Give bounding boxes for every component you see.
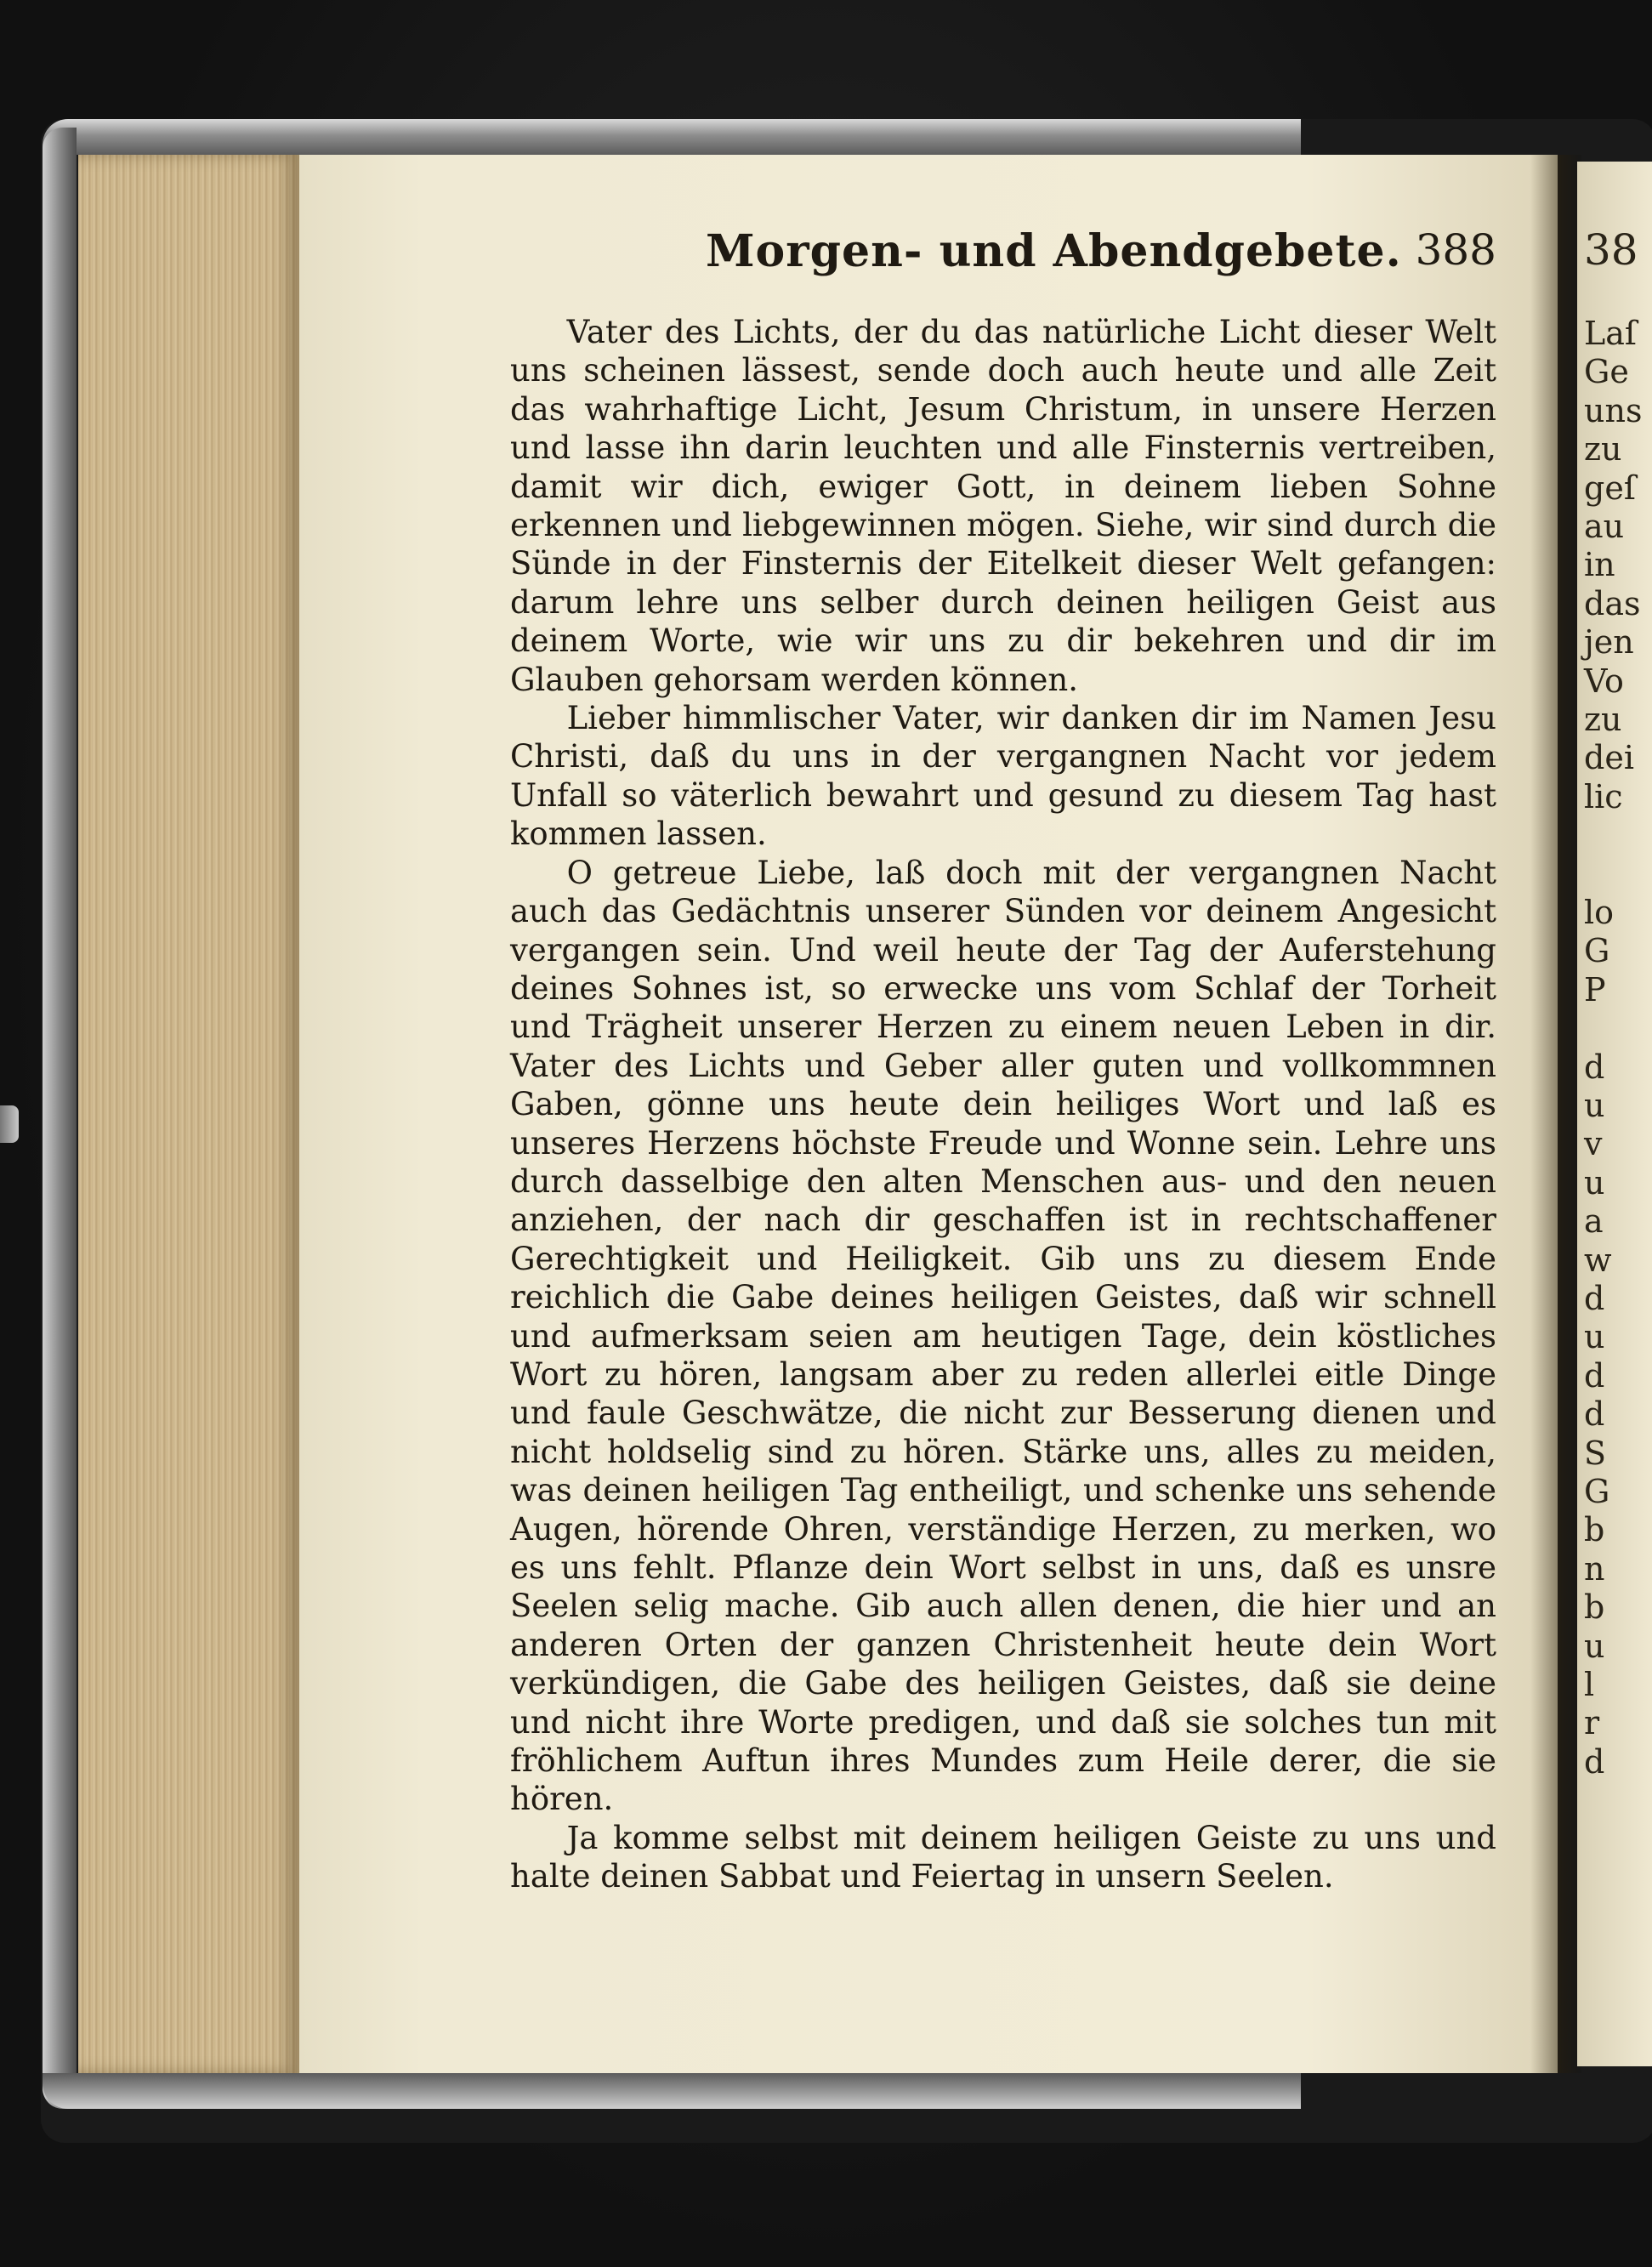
- facing-page-fragment: v: [1584, 1125, 1603, 1163]
- facing-page-fragment: G: [1584, 1473, 1610, 1510]
- facing-page-fragment: lo: [1584, 894, 1615, 931]
- paragraph: Vater des Lichts, der du das natürliche Licht dieser Welt uns scheinen lässest, sende doch auch heute und alle Zeit das wahrhaftige Licht, Jesum Christum, in unsere Herzen und lasse ihn darin leuchten und alle Finsternis vertreiben, damit wir dich, ewiger Gott, in deinem lieben Sohne erkennen und liebgewinnen mögen. Siehe, wir sind durch die Sünde in der Finsternis der Eitelkeit dieser Welt gefangen: darum lehre uns selber durch deinen heiligen Geist aus deinem Worte, wie wir uns zu dir bekehren und dir im Glauben gehorsam werden können.: [510, 314, 1496, 698]
- facing-page-fragment: dei: [1584, 739, 1634, 777]
- metal-clasp-bottom: [43, 2073, 1301, 2109]
- clasp-knob: [0, 1105, 19, 1143]
- facing-page-fragment: zu: [1584, 701, 1622, 738]
- facing-page-fragment: r: [1584, 1704, 1600, 1742]
- prayer-text: [510, 313, 1496, 1896]
- running-title: Morgen- und Abendgebete.: [706, 225, 1402, 277]
- paragraph: O getreue Liebe, laß doch mit der vergangnen Nacht auch das Gedächtnis unserer Sünden vor deinem Angesicht vergangen sein. Und weil heute der Tag der Auferstehung deines Sohnes ist, so erwecke uns vom Schlaf der Torheit und Trägheit unserer Herzen zu einem neuen Leben in dir. Vater des Lichts und Geber aller guten und vollkommnen Gaben, gönne uns heute dein heiliges Wort und laß es unseres Herzens höchste Freude und Wonne sein. Lehre uns durch dasselbige den alten Menschen aus- und den neuen anziehen, der nach dir geschaffen ist in rechtschaffener Gerechtigkeit und Heiligkeit. Gib uns zu diesem Ende reichlich die Gabe deines heiligen Geistes, daß wir schnell und aufmerksam seien am heutigen Tage, dein köstliches Wort zu hören, langsam aber zu reden allerlei eitle Dinge und faule Geschwätze, die nicht zur Besserung dienen und nicht holdselig sind zu hören. Stärke uns, alles zu meiden, was deinen heiligen Tag entheiligt, und schenke uns sehende Augen, hörende Ohren, verständige Herzen, zu merken, wo es uns fehlt. Pflanze dein Wort selbst in uns, daß es unsre Seelen selig mache. Gib auch allen denen, die hier und an anderen Orten der ganzen Christenheit heute dein Wort verkündigen, die Gabe des heiligen Geistes, daß sie deine und nicht ihre Worte predigen, und daß sie solches tun mit fröhlichem Auftun ihres Mundes zum Heile derer, die sie hören.: [510, 854, 1496, 1818]
- facing-page-number: 38: [1584, 225, 1638, 275]
- facing-page-fragment: l: [1584, 1666, 1595, 1703]
- page-number: 388: [1415, 225, 1496, 275]
- facing-page-fragment: n: [1584, 1549, 1605, 1588]
- metal-clasp-top: [43, 119, 1301, 155]
- facing-page-fragment: S: [1584, 1434, 1607, 1472]
- facing-page-fragment: b: [1584, 1588, 1605, 1627]
- facing-page-fragment: au: [1584, 508, 1625, 545]
- facing-page-fragment: jen: [1584, 623, 1634, 662]
- paragraph: Ja komme selbst mit deinem heiligen Geiste zu uns und halte deinen Sabbat und Feiertag in unsern Seelen.: [510, 1819, 1496, 1895]
- facing-page-fragment: in: [1584, 546, 1615, 584]
- facing-page-fragment: zu: [1584, 430, 1622, 469]
- facing-page-fragment: Vo: [1584, 662, 1624, 700]
- facing-page: [1577, 162, 1652, 2066]
- facing-page-fragment: uns: [1584, 391, 1643, 429]
- facing-page-fragment: u: [1584, 1087, 1605, 1124]
- facing-page-fragment: u: [1584, 1318, 1605, 1356]
- facing-page-fragment: d: [1584, 1356, 1605, 1395]
- facing-page-fragment: b: [1584, 1511, 1605, 1549]
- facing-page-fragment: d: [1584, 1280, 1605, 1317]
- facing-page-fragment: w: [1584, 1241, 1612, 1279]
- page-header: [706, 225, 1496, 285]
- facing-page-fragment: u: [1584, 1163, 1605, 1202]
- facing-page-fragment: d: [1584, 1395, 1605, 1434]
- facing-page-fragment: Laſ: [1584, 315, 1637, 352]
- facing-page-fragment: d: [1584, 1742, 1605, 1781]
- facing-page-fragment: u: [1584, 1627, 1605, 1665]
- page-block-edge: [78, 155, 299, 2073]
- metal-clasp-side: [43, 128, 77, 2109]
- paragraph: Lieber himmlischer Vater, wir danken dir im Namen Jesu Christi, daß du uns in der vergangnen Nacht vor jedem Unfall so väterlich bewahrt und gesund zu diesem Tag hast kommen lassen.: [510, 700, 1496, 853]
- facing-page-fragment: d: [1584, 1048, 1605, 1086]
- facing-page-fragment: das: [1584, 584, 1641, 622]
- facing-page-fragment: Ge: [1584, 353, 1629, 391]
- facing-page-fragment: geſ: [1584, 469, 1636, 507]
- facing-page-fragment: P: [1584, 970, 1606, 1009]
- facing-page-fragment: a: [1584, 1202, 1604, 1241]
- facing-page-fragment: lic: [1584, 777, 1623, 815]
- facing-page-fragment: G: [1584, 932, 1610, 970]
- gutter-shadow: [1530, 155, 1581, 2073]
